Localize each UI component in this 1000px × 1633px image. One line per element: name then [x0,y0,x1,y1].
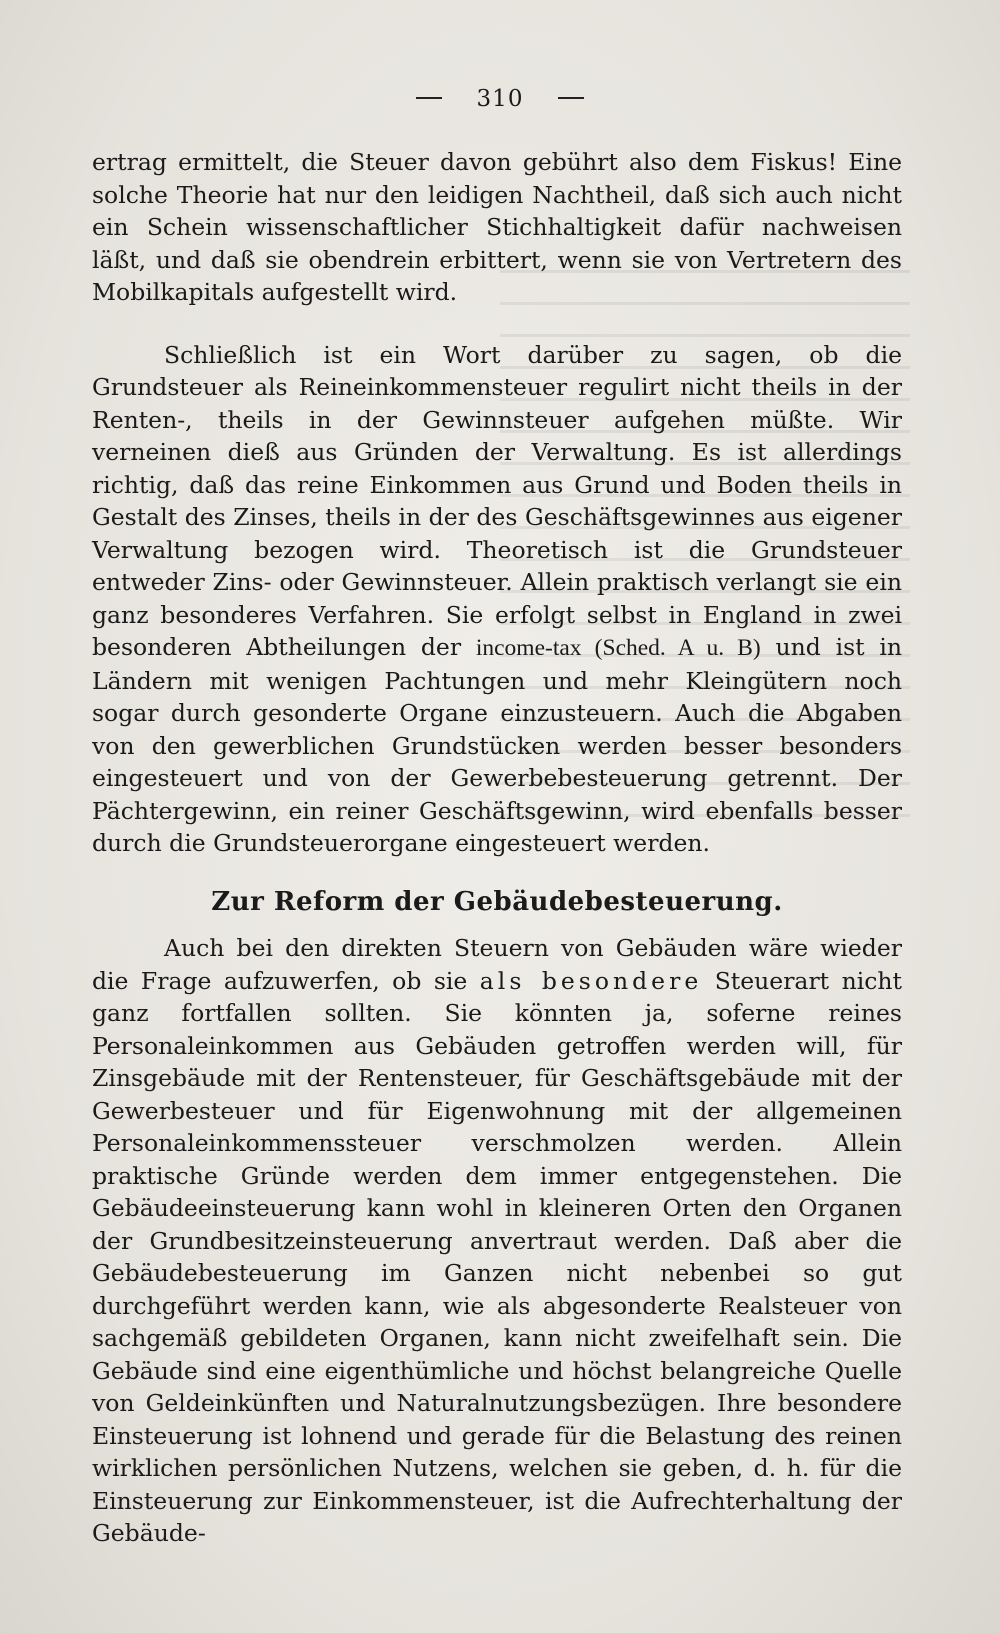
paragraph-text: Schließlich ist ein Wort darüber zu sagen, ob die Grundsteuer als Reineinkommensteuer regulirt nicht theils in der Renten-, theils in der Gewinnsteuer aufgehen müßte. Wir verneinen dieß aus Gründen der Verwaltung. Es ist allerdings richtig, daß das reine Einkommen aus Grund und Boden theils in Gestalt des Zinses, theils in der des Geschäftsgewinnes aus eigener Verwaltung bezogen wird. Theoretisch ist die Grundsteuer entweder Zins- oder Gewinnsteuer. Allein praktisch verlangt sie ein ganz besonderes Verfahren. Sie erfolgt selbst in England in zwei besonderen Abtheilungen der [92,340,902,661]
page-number-header [0,86,1000,112]
paragraph-continued: ertrag ermittelt, die Steuer davon gebührt also dem Fiskus! Eine solche Theorie hat nur den leidigen Nachtheil, daß sich auch nicht ein Schein wissenschaftlicher Stichhaltigkeit dafür nachweisen läßt, und daß sie obendrein erbittert, wenn sie von Vertretern des Mobilkapitals aufgestellt wird. [92,148,902,306]
dash-left [416,97,442,99]
paragraph-gebaeude [92,932,902,1550]
paragraph-text: und ist in Ländern mit wenigen Pachtungen und mehr Kleingütern noch sogar durch gesonderte Organe einzusteuern. Auch die Abgaben von den gewerblichen Grundstücken werden besser besonders eingesteuert und von der Gewerbebesteuerung getrennt. Der Pächtergewinn, ein reiner Geschäftsgewinn, wird ebenfalls besser durch die Grundsteuerorgane eingesteuert werden. [92,633,902,857]
section-heading: Zur Reform der Gebäudebesteuerung. [211,886,783,917]
latin-term: income-tax (Sched. A u. B) [475,635,761,661]
dash-right [558,97,584,99]
body-text [92,146,902,1550]
emphasized-text: als besondere [479,966,703,995]
paragraph-spacer [92,309,902,339]
paragraph-grundsteuer [92,339,902,860]
paragraph-text: Auch bei den direkten Steuern von Gebäuden wäre wieder die Frage aufzuwerfen, ob sie [92,934,902,995]
paragraph-text: Steuerart nicht ganz fortfallen sollten. Sie könnten ja, soferne reines Personaleinkommen aus Gebäuden getroffen werden will, für Zinsgebäude mit der Rentensteuer, für Geschäftsgebäude mit der Gewerbesteuer und für Eigenwohnung mit der allgemeinen Personaleinkommenssteuer verschmolzen werden. Allein praktische Gründe werden dem immer entgegenstehen. Die Gebäudeeinsteuerung kann wohl in kleineren Orten den Organen der Grundbesitzeinsteuerung anvertraut werden. Daß aber die Gebäudebesteuerung im Ganzen nicht nebenbei so gut durchgeführt werden kann, wie als abgesonderte Realsteuer von sachgemäß gebildeten Organen, kann nicht zweifelhaft sein. Die Gebäude sind eine eigenthümliche und höchst belangreiche Quelle von Geldeinkünften und Naturalnutzungsbezügen. Ihre besondere Einsteuerung ist lohnend und gerade für die Belastung des reinen wirklichen persönlichen Nutzens, welchen sie geben, d. h. für die Einsteuerung zur Einkommensteuer, ist die Aufrechterhaltung der Gebäude- [92,966,902,1547]
page-number: 310 [476,86,524,112]
